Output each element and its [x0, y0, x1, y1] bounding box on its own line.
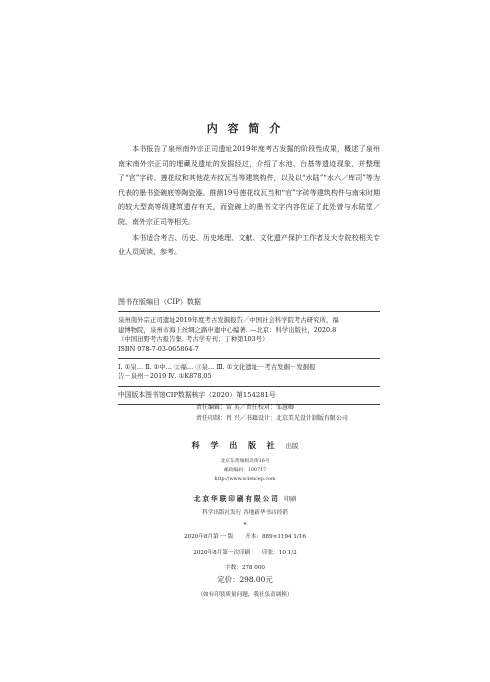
printing-date: 2020年8月第一次印刷 — [193, 550, 251, 556]
cip-number: 中国版本图书馆CIP数据核字（2020）第154281号 — [118, 391, 380, 405]
format: 开本：889×1194 1/16 — [245, 534, 306, 540]
content-summary — [118, 142, 380, 261]
edition-line-2 — [0, 546, 490, 561]
word-count: 字数：278 000 — [225, 565, 265, 571]
isbn: ISBN 978-7-03-065864-7 — [118, 345, 380, 359]
summary-paragraph-1: 本书报告了泉州南外宗正司遗址2019年度考古发掘的阶段性成果，概述了泉州南宋南外宗正司的埋藏及遗址的发掘经过，介绍了水池、台基等遗迹现象，并整理了“官”字砖、莲花纹和其他花卉纹瓦当等建筑构件，以及以“水陆”“水六／库司”等为代表的墨书瓷碗底等陶瓷器。推测19号莲花纹瓦当和“官”字砖等建筑构件与南宋时期的较大型高等级建筑遗存有关，而瓷碗上的墨书文字内容佐证了此处曾与水陆堂／院、南外宗正司等相关。 — [118, 145, 380, 226]
separator-star: * — [243, 522, 247, 529]
printer-suffix: 印刷 — [284, 496, 297, 503]
cip-block — [118, 298, 380, 405]
publisher-address: 北京东黄城根北街16号 — [220, 459, 270, 464]
publisher-name: 科 学 出 版 社 — [191, 440, 279, 450]
cip-entry-line: 泉州南外宗正司遗址2019年度考古发掘报告／中国社会科学院考古研究所，福 — [118, 316, 339, 325]
publisher-suffix: 出版 — [285, 442, 299, 450]
cip-header: 图书在版编目（CIP）数据 — [118, 298, 380, 312]
edition-line-1 — [0, 530, 490, 545]
publisher-website: http://www.sciencep.com — [214, 477, 276, 482]
cip-subject-line: 告－泉州－2019 Ⅳ. ①K878.05 — [118, 372, 380, 386]
edition-date: 2020年8月第 一 版 — [184, 534, 234, 540]
printer-line — [0, 493, 490, 503]
distribution: 科学出版社发行 各地新华书店经销 — [202, 510, 288, 516]
printer-name: 北京华联印刷有限公司 — [193, 495, 280, 503]
cip-subject-line: Ⅰ. ①泉… Ⅱ. ①中… ②福… ③泉… Ⅲ. ①文化遗址－考古发掘－发掘报 — [118, 363, 316, 372]
cip-subject — [118, 363, 380, 387]
cip-entry-line: 建博物院，泉州市海上丝绸之路申遗中心编著. —北京：科学出版社，2020.8 — [118, 325, 337, 334]
publisher-block — [0, 440, 490, 598]
page-title: 内 容 简 介 — [206, 122, 284, 135]
editor-credits — [196, 402, 348, 424]
quality-note: （如有印装质量问题，我社负责调换） — [197, 592, 293, 598]
summary-paragraph-2: 本书适合考古、历史、历史地理、文献、文化遗产保护工作者及大专院校相关专业人员阅读、参考。 — [118, 233, 380, 257]
editor-line-1: 责任编辑：雷 英／责任校对：邹慧卿 — [196, 404, 294, 411]
publisher-postcode: 邮政编码：100717 — [223, 468, 267, 473]
cip-entry-line: （中国田野考古报告集. 考古学专刊；丁种第103号） — [118, 335, 269, 344]
cip-entry — [118, 316, 380, 359]
sheets: 印张：10 1/2 — [262, 550, 297, 556]
publisher-line — [0, 440, 490, 451]
editor-line-2: 责任印制：肖 兴／书籍设计：北京美光设计制版有限公司 — [196, 415, 348, 422]
price: 定价：298.00元 — [217, 575, 273, 584]
